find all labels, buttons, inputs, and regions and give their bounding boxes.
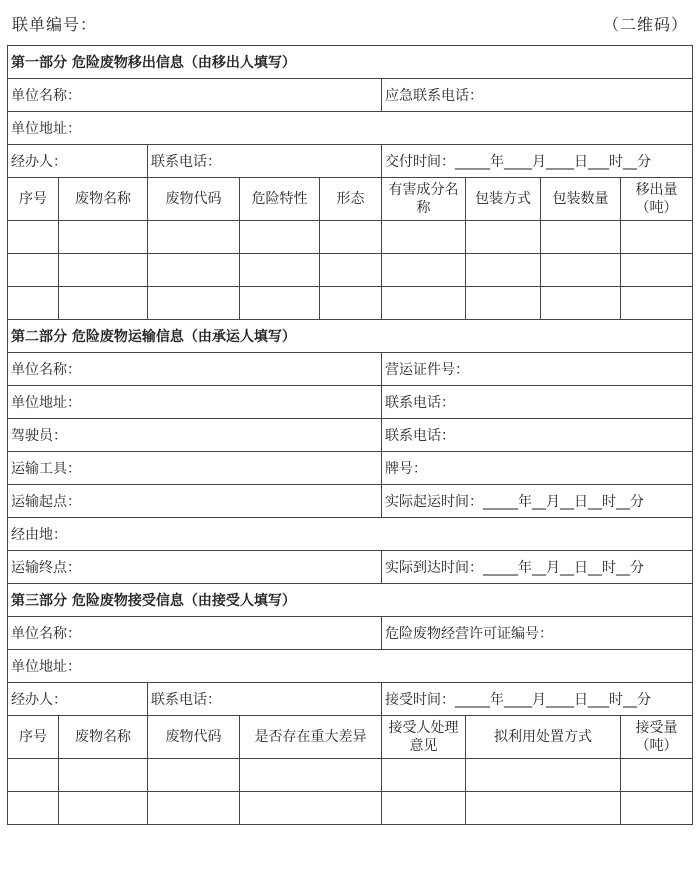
part3-contact-phone-field[interactable]: 联系电话： <box>148 683 382 716</box>
table-cell[interactable] <box>8 759 59 792</box>
table-cell[interactable] <box>466 221 541 254</box>
col-header: 废物代码 <box>148 178 240 221</box>
table-cell[interactable] <box>240 221 320 254</box>
col-header: 包装数量 <box>541 178 621 221</box>
table-cell[interactable] <box>240 287 320 320</box>
table-cell[interactable] <box>240 254 320 287</box>
table-cell[interactable] <box>382 221 466 254</box>
col-header: 序号 <box>8 178 59 221</box>
part1-title-row <box>8 46 693 79</box>
part3-handler-row <box>8 683 693 716</box>
part2-driver-field[interactable]: 驾驶员： <box>8 419 382 452</box>
col-header: 拟利用处置方式 <box>466 716 621 759</box>
table-row <box>8 759 693 792</box>
col-header: 接受人处理意见 <box>382 716 466 759</box>
part2-driver-row <box>8 419 693 452</box>
part3-unit-name-row <box>8 617 693 650</box>
part2-end-row <box>8 551 693 584</box>
part2-contact-phone-field[interactable]: 联系电话： <box>382 386 693 419</box>
table-cell[interactable] <box>8 287 59 320</box>
table-cell[interactable] <box>621 287 693 320</box>
part2-driver-phone-field[interactable]: 联系电话： <box>382 419 693 452</box>
part2-plate-field[interactable]: 牌号： <box>382 452 693 485</box>
table-cell[interactable] <box>320 287 382 320</box>
part1-contact-phone-field[interactable]: 联系电话： <box>148 145 382 178</box>
table-cell[interactable] <box>59 221 148 254</box>
part1-unit-address-field[interactable]: 单位地址： <box>8 112 693 145</box>
part2-via-field[interactable]: 经由地： <box>8 518 693 551</box>
part2-actual-start-field[interactable]: 实际起运时间：_____年__月__日__时__分 <box>382 485 693 518</box>
table-cell[interactable] <box>382 287 466 320</box>
part3-column-header-row <box>8 716 693 759</box>
part2-actual-arrival-field[interactable]: 实际到达时间：_____年__月__日__时__分 <box>382 551 693 584</box>
part2-start-point-field[interactable]: 运输起点： <box>8 485 382 518</box>
table-row <box>8 287 693 320</box>
part1-title: 第一部分 危险废物移出信息（由移出人填写） <box>8 46 693 79</box>
table-cell[interactable] <box>541 221 621 254</box>
part3-title-row <box>8 584 693 617</box>
part2-vehicle-field[interactable]: 运输工具： <box>8 452 382 485</box>
part3-unit-address-row <box>8 650 693 683</box>
table-cell[interactable] <box>148 792 240 825</box>
table-cell[interactable] <box>8 254 59 287</box>
table-cell[interactable] <box>8 221 59 254</box>
col-header: 包装方式 <box>466 178 541 221</box>
table-cell[interactable] <box>240 759 382 792</box>
table-cell[interactable] <box>320 221 382 254</box>
part2-unit-address-field[interactable]: 单位地址： <box>8 386 382 419</box>
table-cell[interactable] <box>59 287 148 320</box>
table-cell[interactable] <box>59 254 148 287</box>
table-row <box>8 792 693 825</box>
part3-permit-field[interactable]: 危险废物经营许可证编号： <box>382 617 693 650</box>
table-cell[interactable] <box>148 287 240 320</box>
table-cell[interactable] <box>320 254 382 287</box>
table-cell[interactable] <box>541 287 621 320</box>
table-cell[interactable] <box>59 759 148 792</box>
part2-license-field[interactable]: 营运证件号： <box>382 353 693 386</box>
table-cell[interactable] <box>621 759 693 792</box>
part2-unit-address-row <box>8 386 693 419</box>
part1-handover-time-field[interactable]: 交付时间：_____年____月____日___时__分 <box>382 145 693 178</box>
col-header: 废物名称 <box>59 716 148 759</box>
table-cell[interactable] <box>466 792 621 825</box>
col-header: 废物代码 <box>148 716 240 759</box>
manifest-form-table <box>7 45 693 825</box>
part2-start-row <box>8 485 693 518</box>
part1-column-header-row <box>8 178 693 221</box>
part2-vehicle-row <box>8 452 693 485</box>
part3-handler-field[interactable]: 经办人： <box>8 683 148 716</box>
table-cell[interactable] <box>621 254 693 287</box>
part1-unit-name-row <box>8 79 693 112</box>
qr-code-label: （二维码） <box>602 15 688 34</box>
table-cell[interactable] <box>148 254 240 287</box>
table-cell[interactable] <box>466 759 621 792</box>
col-header: 废物名称 <box>59 178 148 221</box>
col-header: 接受量（吨） <box>621 716 693 759</box>
table-cell[interactable] <box>148 759 240 792</box>
table-row <box>8 254 693 287</box>
part2-unit-name-row <box>8 353 693 386</box>
col-header: 有害成分名称 <box>382 178 466 221</box>
col-header: 序号 <box>8 716 59 759</box>
table-cell[interactable] <box>621 221 693 254</box>
col-header: 是否存在重大差异 <box>240 716 382 759</box>
table-cell[interactable] <box>59 792 148 825</box>
table-cell[interactable] <box>621 792 693 825</box>
part1-handler-row <box>8 145 693 178</box>
part2-title: 第二部分 危险废物运输信息（由承运人填写） <box>8 320 693 353</box>
table-cell[interactable] <box>466 287 541 320</box>
part2-via-row <box>8 518 693 551</box>
part2-end-point-field[interactable]: 运输终点： <box>8 551 382 584</box>
part1-handler-field[interactable]: 经办人： <box>8 145 148 178</box>
col-header: 危险特性 <box>240 178 320 221</box>
table-cell[interactable] <box>382 759 466 792</box>
part1-unit-name-field[interactable]: 单位名称： <box>8 79 382 112</box>
part3-unit-name-field[interactable]: 单位名称： <box>8 617 382 650</box>
table-cell[interactable] <box>8 792 59 825</box>
part2-unit-name-field[interactable]: 单位名称： <box>8 353 382 386</box>
part1-unit-address-row <box>8 112 693 145</box>
table-cell[interactable] <box>382 792 466 825</box>
part3-title: 第三部分 危险废物接受信息（由接受人填写） <box>8 584 693 617</box>
table-cell[interactable] <box>240 792 382 825</box>
col-header: 移出量（吨） <box>621 178 693 221</box>
table-cell[interactable] <box>541 254 621 287</box>
table-cell[interactable] <box>148 221 240 254</box>
part2-title-row <box>8 320 693 353</box>
part3-unit-address-field[interactable]: 单位地址： <box>8 650 693 683</box>
part1-emergency-phone-field[interactable]: 应急联系电话： <box>382 79 693 112</box>
table-cell[interactable] <box>382 254 466 287</box>
table-cell[interactable] <box>466 254 541 287</box>
form-number-label: 联单编号： <box>12 15 98 34</box>
table-row <box>8 221 693 254</box>
col-header: 形态 <box>320 178 382 221</box>
part3-receive-time-field[interactable]: 接受时间：_____年____月____日___时__分 <box>382 683 693 716</box>
